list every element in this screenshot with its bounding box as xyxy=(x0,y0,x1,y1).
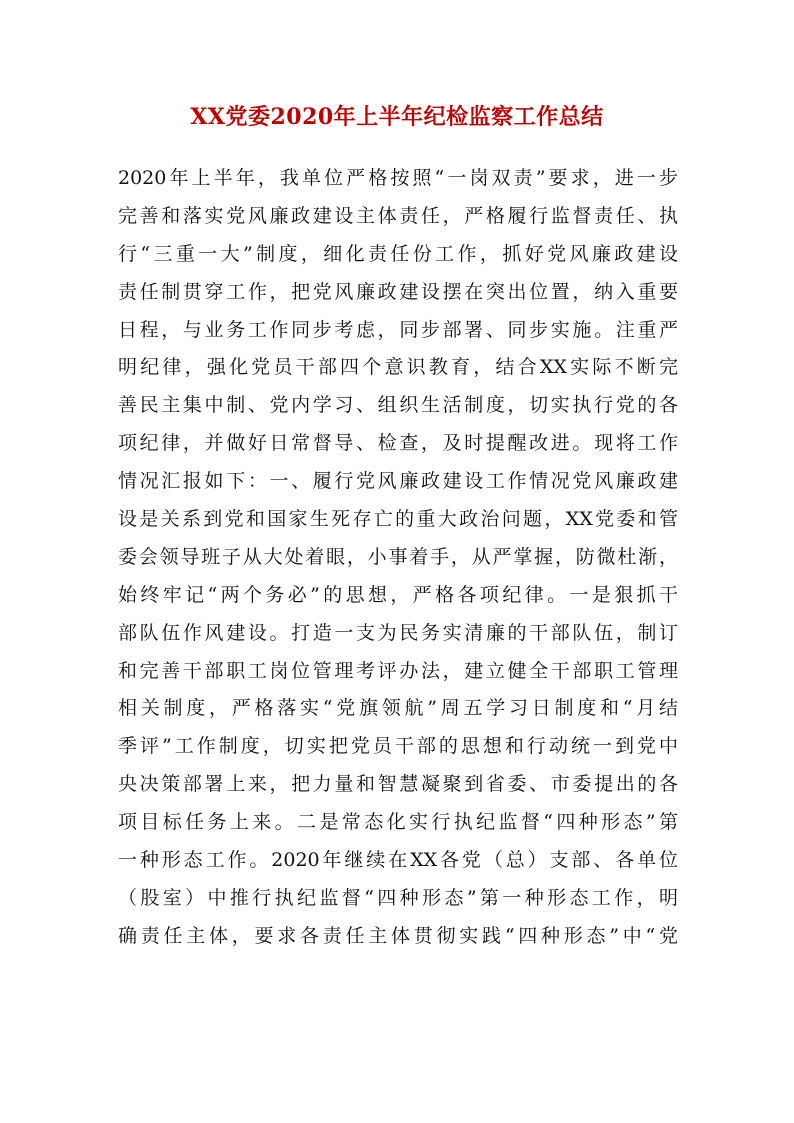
body-line: 2020年上半年，我单位严格按照“一岗双责”要求，进一步 xyxy=(118,167,678,189)
body-line: 设是关系到党和国家生死存亡的重大政治问题，XX党委和管 xyxy=(118,508,678,531)
body-line: 始终牢记“两个务必”的思想，严格各项纪律。一是狠抓干 xyxy=(118,583,678,606)
body-line: 项纪律，并做好日常督导、检查，及时提醒改进。现将工作 xyxy=(118,432,678,455)
body-line: 相关制度，严格落实“党旗领航”周五学习日制度和“月结 xyxy=(118,697,678,720)
body-line: 和完善干部职工岗位管理考评办法，建立健全干部职工管理 xyxy=(118,659,678,682)
body-line: 日程，与业务工作同步考虑，同步部署、同步实施。注重严 xyxy=(118,318,678,341)
document-body xyxy=(118,160,678,956)
body-line: 责任制贯穿工作，把党风廉政建设摆在突出位置，纳入重要 xyxy=(118,280,678,303)
body-line: 委会领导班子从大处着眼，小事着手，从严掌握，防微杜渐， xyxy=(118,545,678,568)
body-line: 确责任主体，要求各责任主体贯彻实践“四种形态”中“党 xyxy=(118,924,678,947)
body-line: （股室）中推行执纪监督“四种形态”第一种形态工作，明 xyxy=(118,886,678,909)
body-line: 部队伍作风建设。打造一支为民务实清廉的干部队伍，制订 xyxy=(118,621,678,644)
body-line: 完善和落实党风廉政建设主体责任，严格履行监督责任、执 xyxy=(118,204,678,227)
body-line: 一种形态工作。2020年继续在XX各党（总）支部、各单位 xyxy=(118,849,678,872)
body-line: 情况汇报如下：一、履行党风廉政建设工作情况党风廉政建 xyxy=(118,470,678,493)
body-line: 善民主集中制、党内学习、组织生活制度，切实执行党的各 xyxy=(118,394,678,417)
document-title: XX党委2020年上半年纪检监察工作总结 xyxy=(190,104,604,130)
body-line: 行“三重一大”制度，细化责任份工作，抓好党风廉政建设 xyxy=(118,242,678,265)
body-line: 明纪律，强化党员干部四个意识教育，结合XX实际不断完 xyxy=(118,356,678,379)
body-line: 央决策部署上来，把力量和智慧凝聚到省委、市委提出的各 xyxy=(118,773,678,796)
body-line: 项目标任务上来。二是常态化实行执纪监督“四种形态”第 xyxy=(118,811,678,834)
body-line: 季评”工作制度，切实把党员干部的思想和行动统一到党中 xyxy=(118,735,678,758)
